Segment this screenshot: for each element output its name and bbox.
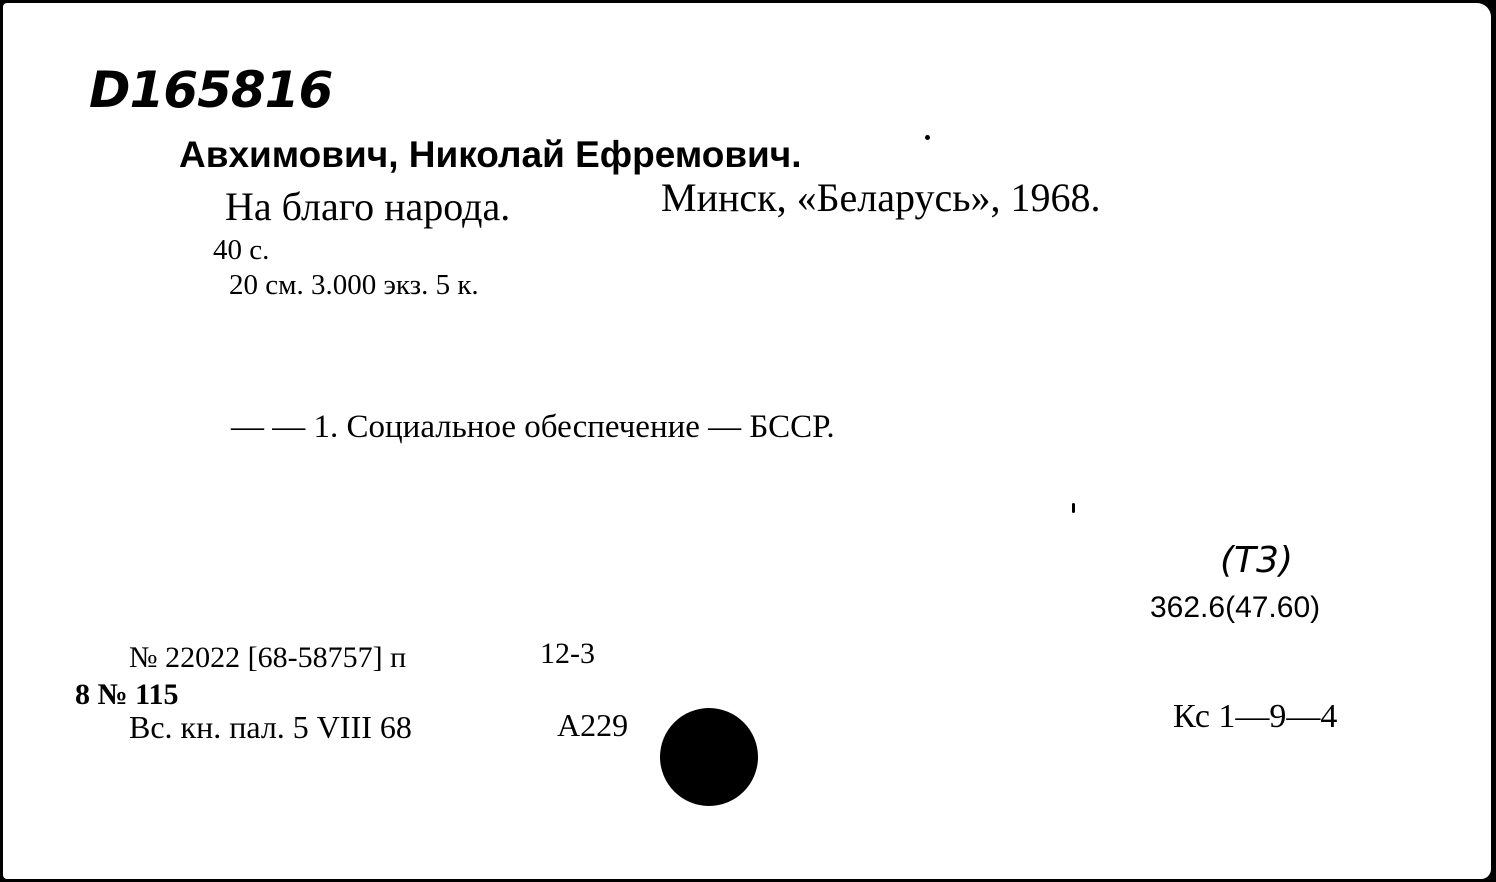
ks-code: Кс 1—9—4 xyxy=(1173,698,1338,735)
catalog-card xyxy=(3,3,1491,879)
registry-number: № 22022 [68-58757] п xyxy=(129,641,407,674)
page-count: 40 с. xyxy=(213,234,270,266)
ink-speck xyxy=(925,135,930,140)
handwritten-mark: (Т3) xyxy=(1220,540,1293,581)
ink-speck xyxy=(1072,503,1075,513)
physical-description: 20 см. 3.000 экз. 5 к. xyxy=(229,269,479,301)
inventory-number: D165816 xyxy=(89,61,333,119)
book-title: На благо народа. xyxy=(225,184,511,229)
book-chamber-code: А229 xyxy=(557,707,629,743)
author-heading: Авхимович, Николай Ефремович. xyxy=(179,134,802,175)
registry-code: 12-3 xyxy=(540,637,595,670)
punch-hole xyxy=(660,708,758,806)
series-number: 8 № 115 xyxy=(75,678,179,711)
subject-heading: — — 1. Социальное обеспечение — БССР. xyxy=(231,409,835,445)
classification-index: 362.6(47.60) xyxy=(1150,591,1321,624)
book-chamber-line: Вс. кн. пал. 5 VIII 68 xyxy=(129,709,412,745)
imprint: Минск, «Беларусь», 1968. xyxy=(661,175,1101,220)
